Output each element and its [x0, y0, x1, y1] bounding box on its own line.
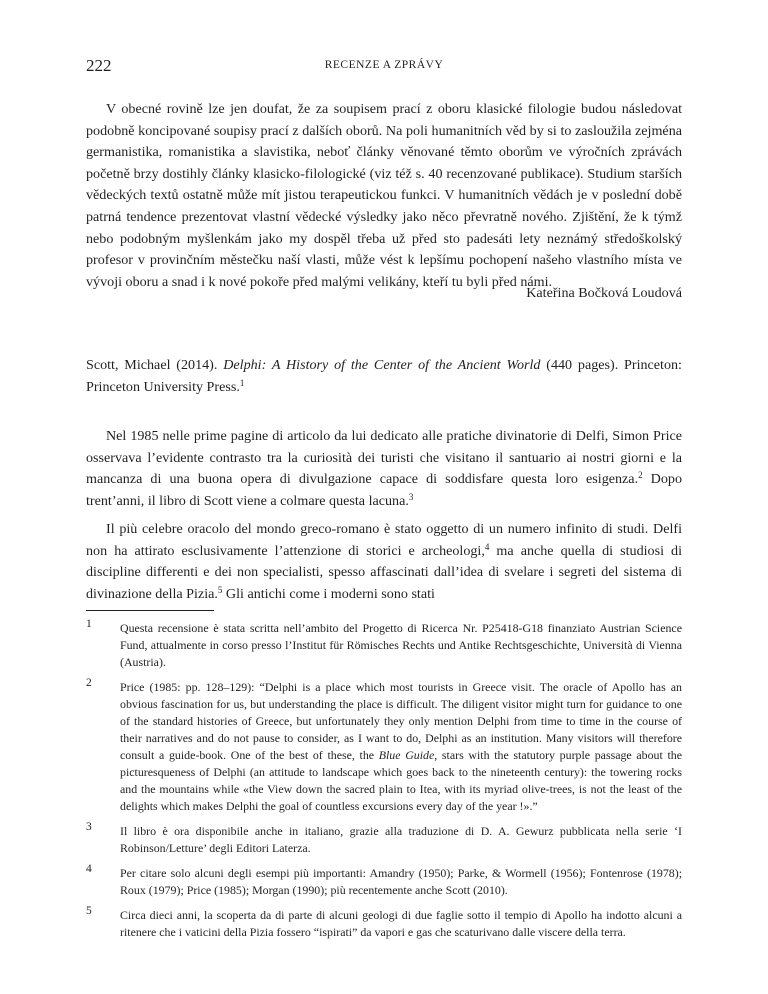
footnote-ref[interactable]: 1 [239, 377, 245, 388]
footnote-text: Questa recensione è stata scritta nell’ambito del Progetto di Ricerca Nr. P25418-G18 finanziato Austrian Science Fund, attualmente in corso presso l’Institut für Römisches Rechts und Antike Rechtsgeschichte, Università di Vienna (Austria). [120, 621, 682, 669]
footnote-ref[interactable]: 2 [638, 470, 643, 481]
paragraph-text: Gli antichi come i moderni sono stati [222, 585, 435, 602]
footnotes [86, 620, 682, 949]
paragraph-text: Dopo trent’anni, il libro di Scott viene a colmare questa lacuna. [86, 471, 682, 509]
book-title: Delphi: A History of the Center of the Ancient World [223, 357, 541, 373]
footnote-number: 5 [86, 905, 92, 917]
footnote-number: 1 [86, 618, 92, 630]
paragraph-text: Il più celebre oracolo del mondo greco-romano è stato oggetto di un numero infinito di studi. Delfi non ha attirato esclusivamente l’attenzione di storici e archeologi, [86, 521, 682, 559]
footnote-italic-title: Blue Guide [378, 748, 435, 762]
book-author-year: Scott, Michael (2014). [86, 357, 224, 373]
footnote-number: 3 [86, 821, 92, 833]
book-pages-publisher: (440 pages). Princeton: Princeton University Press. [86, 357, 682, 395]
footnote [86, 865, 682, 899]
footnote-text: Il libro è ora disponibile anche in italiano, grazie alla traduzione di D. A. Gewurz pubblicata nella serie ‘I Robinson/Letture’ degli Editori Laterza. [120, 824, 682, 855]
footnote-number: 2 [86, 677, 92, 689]
page-number: 222 [86, 56, 112, 75]
footnote-text [120, 679, 682, 815]
footnote [86, 620, 682, 671]
footnote-text: Per citare solo alcuni degli esempi più importanti: Amandry (1950); Parke, & Wormell (1956); Fontenrose (1978); Roux (1979); Price (1985); Morgan (1990); più recentemente anche Scott (2010). [120, 866, 682, 897]
reviewer-signature: Kateřina Bočková Loudová [526, 285, 682, 301]
footnote [86, 907, 682, 941]
review-paragraph: V obecné rovině lze jen doufat, že za soupisem prací z oboru klasické filologie budou následovat podobně koncipované soupisy prací z dalších oborů. Na poli humanitních věd by si to zasloužila zejména germanistika, romanistika a slavistika, neboť články věnované těmto oborům ve výročních zprávách početně brzy dostihly články klasicko-filologické (viz též s. 40 recenzované publikace). Studium starších vědeckých textů ostatně může mít jistou terapeutickou funkci. V humanitních vědách je v poslední době patrná tendence prezentovat vlastní vědecké výsledky jako něco převratně nového. Zjištění, že k týmž nebo podobným myšlenkám jako my dospěl třeba už před sto padesáti lety neznámý středoškolský profesor v provinčním městečku naší vlasti, může vést k lepšímu pochopení našeho vlastního místa ve vývoji oboru a snad i k nové pokoře před malými velikány, kteří tu byli před námi. [86, 101, 682, 290]
page-header [86, 56, 682, 78]
footnote-text-part: , stars with the statutory purple passage about the picturesqueness of Delphi (an attitude to landscape which goes back to the nineteenth century): the towering rocks and the mountains while «the View down the sacred plain to Itea, with its myriad olive-trees, is not the least of the delights which makes Delphi the goal of countless excursions every day of the year !».” [120, 748, 682, 813]
paragraph-text: Nel 1985 nelle prime pagine di articolo da lui dedicato alle pratiche divinatorie di Delfi, Simon Price osservava l’evidente contrasto tra la curiosità dei turisti che visitano il santuario ai nostri giorni e la mancanza di una buona opera di divulgazione capace di soddisfare questa loro esigenza. [86, 428, 682, 488]
footnote-number: 4 [86, 863, 92, 875]
footnote-ref[interactable]: 5 [217, 584, 223, 595]
review-paragraph [86, 519, 682, 605]
footnote-text: Circa dieci anni, la scoperta da di parte di alcuni geologi di due faglie sotto il tempio di Apollo ha indotto alcuni a ritenere che i vaticini della Pizia fossero “ispirati” da vapori e gas che scaturivano dalle viscere della terra. [120, 908, 682, 939]
footnote [86, 823, 682, 857]
footnote-text-part: Price (1985: pp. 128–129): “Delphi is a place which most tourists in Greece visit. The oracle of Apollo has an obvious fascination for us, but understanding the place is difficult. The diligent visitor might turn for guidance to one of the standard histories of Greece, but unfortunately they only mention Delphi from time to time in the course of their narratives and do not pause to consider, as I want to do, Delphi as an institution. Many visitors will therefore consult a guide-book. One of the best of these, the [120, 680, 682, 762]
review-paragraph [86, 426, 682, 512]
paragraph-text: ma anche quella di studiosi di discipline differenti e dei non specialisti, spesso affascinati dall’idea di svelare i segreti del sistema di divinazione della Pizia. [86, 542, 683, 602]
book-reference [86, 355, 682, 398]
footnote-ref[interactable]: 4 [484, 541, 490, 552]
running-head: RECENZE A ZPRÁVY [324, 59, 444, 71]
footnote-ref[interactable]: 3 [408, 491, 414, 502]
footnote-divider [86, 610, 214, 611]
footnote [86, 679, 682, 815]
